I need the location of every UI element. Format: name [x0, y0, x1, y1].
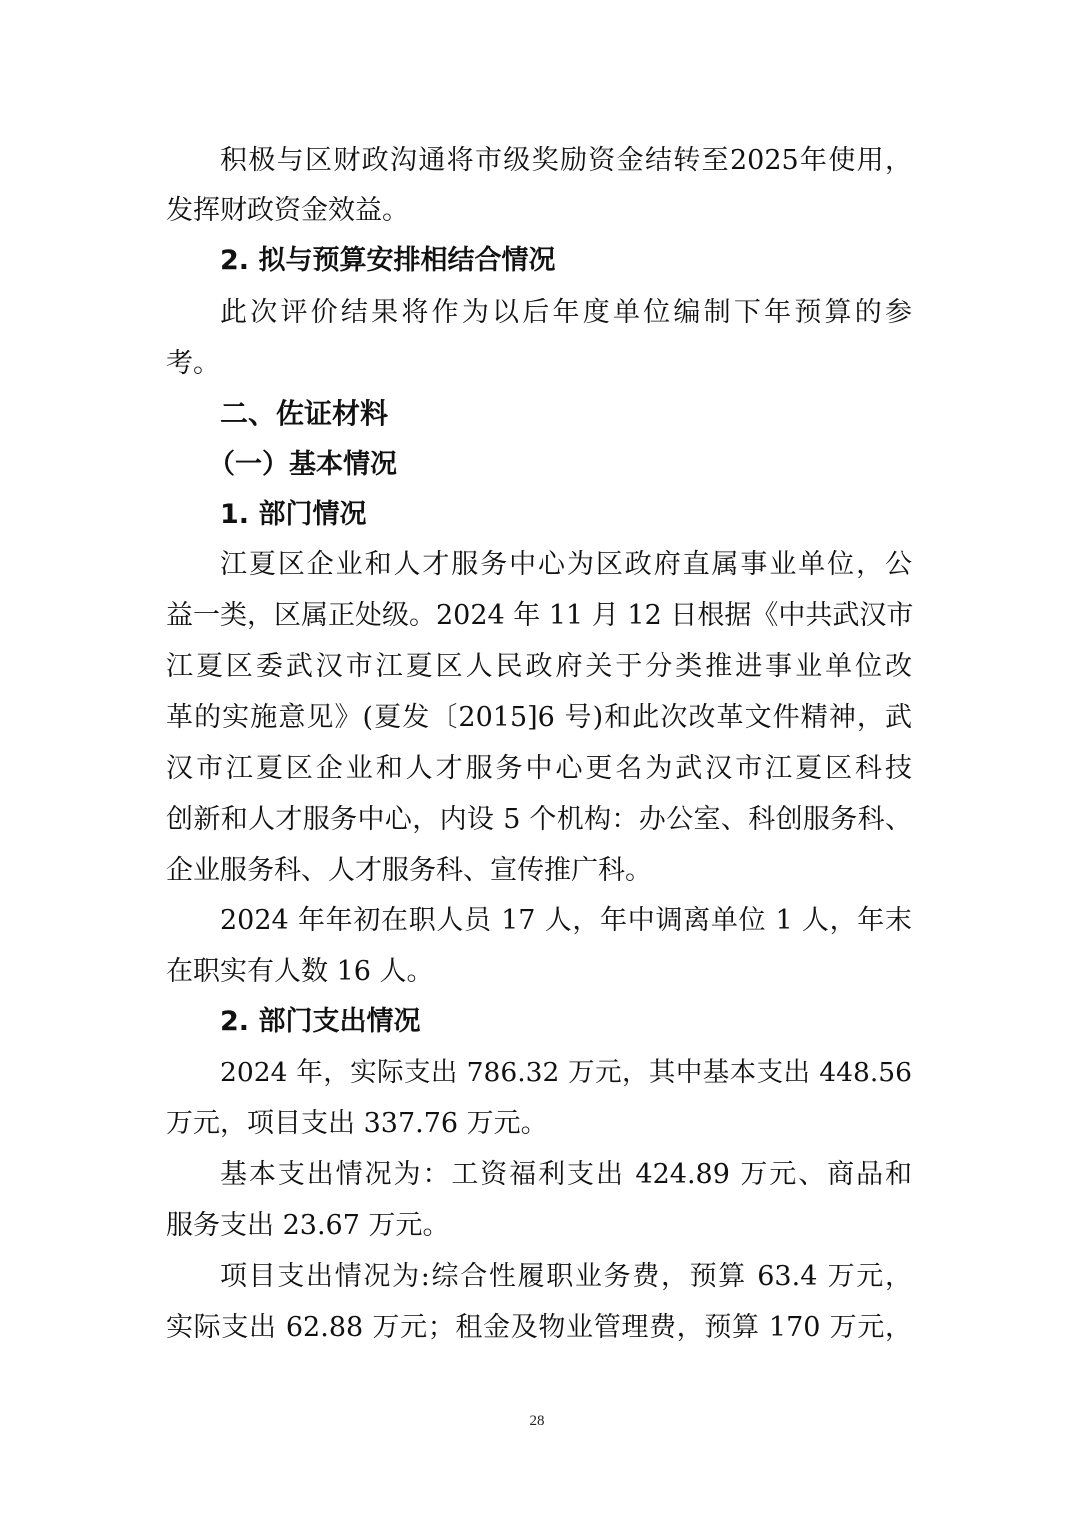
- paragraph-line: 万元，项目支出 337.76 万元。: [166, 1108, 548, 1139]
- paragraph-line: 江夏区企业和人才服务中心为区政府直属事业单位，公: [220, 549, 912, 580]
- paragraph-line: 革的实施意见》(夏发〔2015]6 号)和此次改革文件精神，武: [166, 702, 912, 733]
- section-subheading: （一）基本情况: [208, 449, 397, 480]
- paragraph-line: 此次评价结果将作为以后年度单位编制下年预算的参: [220, 297, 912, 328]
- section-heading: 二、佐证材料: [220, 397, 389, 430]
- paragraph-line: 企业服务科、人才服务科、宣传推广科。: [166, 855, 652, 886]
- paragraph-line: 实际支出 62.88 万元；租金及物业管理费，预算 170 万元，: [166, 1312, 912, 1343]
- paragraph-line: 基本支出情况为：工资福利支出 424.89 万元、商品和: [220, 1159, 912, 1190]
- paragraph-line: 发挥财政资金效益。: [166, 195, 409, 226]
- paragraph-line: 汉市江夏区企业和人才服务中心更名为武汉市江夏区科技: [166, 753, 912, 784]
- subsection-heading: 1. 部门情况: [220, 499, 367, 530]
- subsection-heading: 2. 部门支出情况: [220, 1006, 421, 1037]
- paragraph-line: 积极与区财政沟通将市级奖励资金结转至2025年使用，: [220, 145, 912, 176]
- paragraph-line: 项目支出情况为:综合性履职业务费，预算 63.4 万元，: [220, 1261, 912, 1292]
- paragraph-line: 创新和人才服务中心，内设 5 个机构：办公室、科创服务科、: [166, 804, 912, 835]
- paragraph-line: 服务支出 23.67 万元。: [166, 1210, 450, 1241]
- paragraph-line: 考。: [166, 348, 220, 379]
- page-number: 28: [529, 1413, 545, 1429]
- subsection-heading: 2. 拟与预算安排相结合情况: [220, 245, 556, 276]
- paragraph-line: 益一类，区属正处级。2024 年 11 月 12 日根据《中共武汉市: [166, 600, 914, 631]
- paragraph-line: 2024 年年初在职人员 17 人，年中调离单位 1 人，年末: [220, 905, 912, 936]
- paragraph-line: 2024 年，实际支出 786.32 万元，其中基本支出 448.56: [220, 1057, 912, 1088]
- paragraph-line: 江夏区委武汉市江夏区人民政府关于分类推进事业单位改: [166, 651, 912, 682]
- paragraph-line: 在职实有人数 16 人。: [166, 956, 434, 987]
